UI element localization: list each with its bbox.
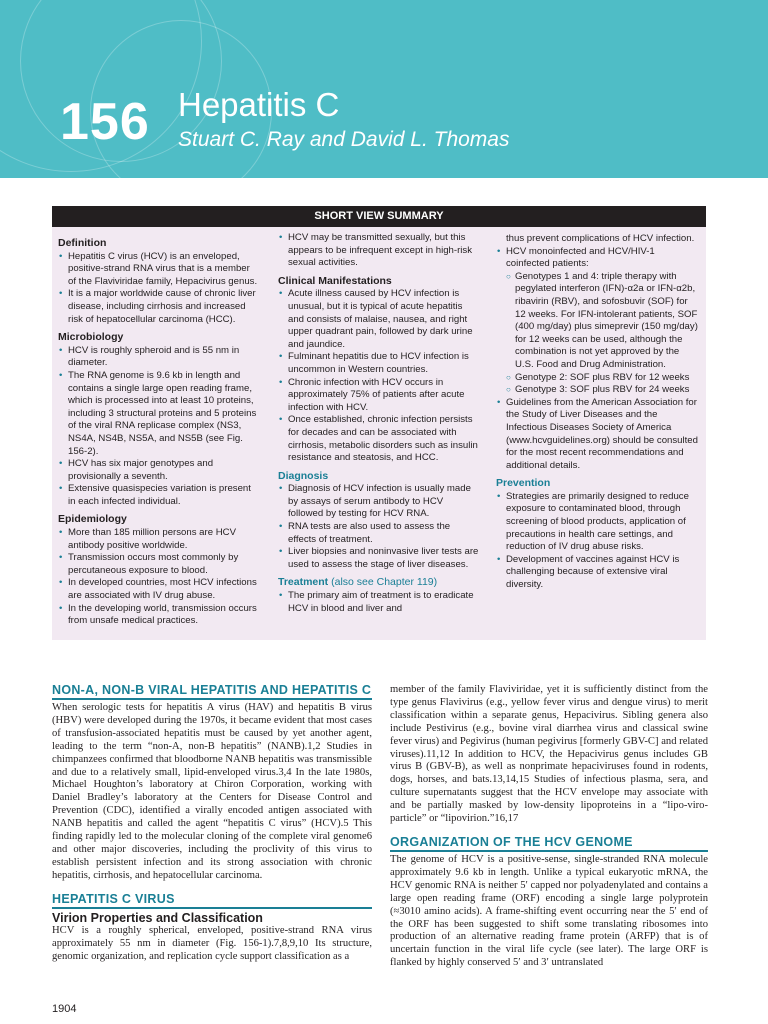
summary-item: • The RNA genome is 9.6 kb in length and contains a single large open reading frame, which is processed into at least 10 proteins, including 3 structural proteins and 5 proteins of the viral RNA replicase complex (NS3, NS4A, NS4B, NS5A, and NS5B (see Fig. 156-2). — [68, 370, 260, 458]
summary-item: • It is a major worldwide cause of chronic liver disease, including cirrhosis and increased risk of hepatocellular carcinoma (HCC). — [68, 288, 260, 326]
summary-item: • HCV is roughly spheroid and is 55 nm in diameter. — [68, 345, 260, 370]
genotype-item: ○ Genotype 2: SOF plus RBV for 12 weeks — [515, 372, 698, 385]
summary-item: • Chronic infection with HCV occurs in approximately 75% of patients after acute infection with HCV. — [288, 377, 480, 415]
summary-item: • In the developing world, transmission occurs from unsafe medical practices. — [68, 603, 260, 628]
summary-item: • HCV may be transmitted sexually, but this appears to be infrequent except in high-risk sexual activities. — [288, 232, 480, 270]
summary-item: • Fulminant hepatitis due to HCV infection is uncommon in Western countries. — [288, 351, 480, 376]
section-title-nanb: NON-A, NON-B VIRAL HEPATITIS AND HEPATITIS C — [52, 683, 372, 697]
body-paragraph: member of the family Flaviviridae, yet it is sufficiently distinct from the type genus Flavivirus (e.g., yellow fever virus and dengue virus) to merit classification within a separate genus, Hepacivirus. Sibling genera also include Pestivirus (e.g., bovine viral diarrhea virus and classical swine fever virus) and Pegivirus (human pegivirus [formerly GBV-C] and related viruses).11,12 In addition to HCV, the Hepacivirus genus includes GB virus B (GBV-B), as well as nonprimate hepaciviruses found in rodents, dogs, horses, and bats.13,14,15 Studies of infectious plasma, sera, and culture supernatants suggest that the HCV envelope may associate with and be partially masked by low-density lipoproteins in a “lipo-viro-particle” or “lipovirion.”16,17 — [390, 684, 708, 825]
summary-column-2 — [278, 232, 480, 615]
section-rule — [52, 698, 372, 700]
left-column — [52, 684, 372, 963]
summary-item: • HCV has six major genotypes and provisionally a seventh. — [68, 458, 260, 483]
summary-item: • Extensive quasispecies variation is present in each infected individual. — [68, 483, 260, 508]
body-paragraph: HCV is a roughly spherical, enveloped, positive-strand RNA virus approximately 55 nm in diameter (Fig. 156-1).7,8,9,10 Its structure, genomic organization, and replication cycle support classification as a — [52, 924, 372, 962]
summary-item: • The primary aim of treatment is to eradicate HCV in blood and liver and — [288, 590, 480, 615]
summary-item: • Hepatitis C virus (HCV) is an enveloped, positive-strand RNA virus that is a member of the Flaviviridae family, Hepacivirus genus. — [68, 251, 260, 289]
summary-subheading: Diagnosis — [278, 469, 329, 482]
section-rule — [52, 907, 372, 909]
genotype-item: ○ Genotype 3: SOF plus RBV for 24 weeks — [515, 384, 698, 397]
body-paragraph: The genome of HCV is a positive-sense, single-stranded RNA molecule approximately 9.6 kb in length. Unlike a typical eukaryotic mRNA, the HCV genomic RNA is neither 5′ capped nor polyadenylated and contains a large open reading frame (ORF) encoding a single large polyprotein (≈3010 amino acids). A frame-shifting event occurring near the 5′ end of the ORF has been suggested to shift some translating ribosomes into production of an alternative reading frame protein (ARFP) that is of uncertain function in the viral life cycle (see later). The large ORF is flanked by highly conserved 5′ and 3′ untranslated — [390, 853, 708, 969]
short-view-summary — [52, 206, 706, 640]
summary-item: • Acute illness caused by HCV infection is unusual, but it is typical of acute hepatitis and consists of malaise, nausea, and right upper quadrant pain, followed by dark urine and jaundice. — [288, 288, 480, 351]
chapter-number: 156 — [60, 93, 150, 151]
summary-item: • Guidelines from the American Association for the Study of Liver Diseases and the Infectious Diseases Society of America (www.hcvguidelines.org) should be consulted for the most recent recommendations and additional details. — [506, 397, 698, 473]
summary-item: • Transmission occurs most commonly by percutaneous exposure to blood. — [68, 552, 260, 577]
genotype-item: ○ Genotypes 1 and 4: triple therapy with pegylated interferon (IFN)-α2a or IFN-α2b, ribavirin (RBV), and sofosbuvir (SOF) for 12 weeks. For IFN-intolerant patients, SOF (400 mg/day) plus simeprevir (150 mg/day) for 12 weeks can be used, although the combination is not yet approved by the U.S. Food and Drug Administration. — [515, 271, 698, 372]
page-number: 1904 — [52, 1003, 77, 1015]
summary-item: • In developed countries, most HCV infections are associated with IV drug abuse. — [68, 577, 260, 602]
summary-continuation: thus prevent complications of HCV infection. — [506, 233, 695, 244]
summary-item: • More than 185 million persons are HCV antibody positive worldwide. — [68, 527, 260, 552]
summary-subheading: Treatment (also see Chapter 119) — [278, 576, 438, 589]
chapter-authors: Stuart C. Ray and David L. Thomas — [178, 128, 510, 151]
body-paragraph: When serologic tests for hepatitis A virus (HAV) and hepatitis B virus (HBV) were developed during the 1970s, it became evident that most cases of transfusion-associated hepatitis must be caused by yet another agent, leading to the term “non-A, non-B hepatitis” (NANB).1,2 Studies in chimpanzees confirmed that bloodborne NANB hepatitis was transmissible and due to a relatively small, lipid-enveloped virus.3,4 In the late 1980s, Michael Houghton’s laboratory at Chiron Corporation, working with Daniel Bradley’s laboratory at the Centers for Disease Control and Prevention (CDC), identified a virally encoded antigen associated with NANB hepatitis and called the agent “hepatitis C virus” (HCV).5 This finding rapidly led to the molecular cloning of the complete viral genome6 and other major discoveries, including the proclivity of this virus to establish persistent infection and its strong association with chronic hepatitis, cirrhosis, and hepatocellular carcinoma. — [52, 702, 372, 881]
chapter-title: Hepatitis C — [178, 86, 340, 123]
summary-item: • RNA tests are also used to assess the effects of treatment. — [288, 521, 480, 546]
summary-column-3 — [496, 233, 698, 592]
section-title-genome: ORGANIZATION OF THE HCV GENOME — [390, 834, 633, 849]
summary-item: • HCV monoinfected and HCV/HIV-1 coinfected patients: ○ Genotypes 1 and 4: triple therapy with pegylated interferon (IFN)-α2a or IFN-α2b, ribavirin (RBV), and sofosbuvir (SOF) for 12 weeks. For IFN-intolerant patients, SOF (400 mg/day) plus simeprevir (150 mg/day) for 12 weeks can be used, although the combination is not yet approved by the U.S. Food and Drug Administration. ○ Genotype 2: SOF plus RBV for 12 weeks ○ Genotype 3: SOF plus RBV for 24 weeks — [506, 246, 698, 397]
summary-heading: SHORT VIEW SUMMARY — [52, 206, 706, 227]
section-rule — [390, 850, 708, 852]
summary-item: • Strategies are primarily designed to reduce exposure to contaminated blood, through screening of blood products, application of precautions in health care settings, and reduction of IV drug abuse risks. — [506, 491, 698, 554]
summary-subheading-prevention: Prevention — [496, 477, 551, 490]
chapter-header — [0, 0, 768, 178]
summary-item: • Development of vaccines against HCV is challenging because of extensive viral diversity. — [506, 554, 698, 592]
summary-item: • Liver biopsies and noninvasive liver tests are used to assess the stage of liver diseases. — [288, 546, 480, 571]
summary-subheading: Microbiology — [58, 331, 124, 344]
summary-subheading: Clinical Manifestations — [278, 274, 392, 287]
summary-item: • Diagnosis of HCV infection is usually made by assays of serum antibody to HCV followed by testing for HCV RNA. — [288, 483, 480, 521]
genotype-list — [506, 271, 698, 397]
summary-subheading: Definition — [58, 237, 107, 249]
right-column — [390, 684, 708, 970]
summary-item: • Once established, chronic infection persists for decades and can be associated with cirrhosis, metabolic disorders such as insulin resistance and steatosis, and HCC. — [288, 414, 480, 464]
section-title-hcv: HEPATITIS C VIRUS — [52, 891, 175, 906]
prevention-list — [496, 491, 698, 592]
summary-column-1 — [58, 232, 260, 628]
subsection-title: Virion Properties and Classification — [52, 910, 263, 925]
summary-subheading: Epidemiology — [58, 513, 127, 526]
